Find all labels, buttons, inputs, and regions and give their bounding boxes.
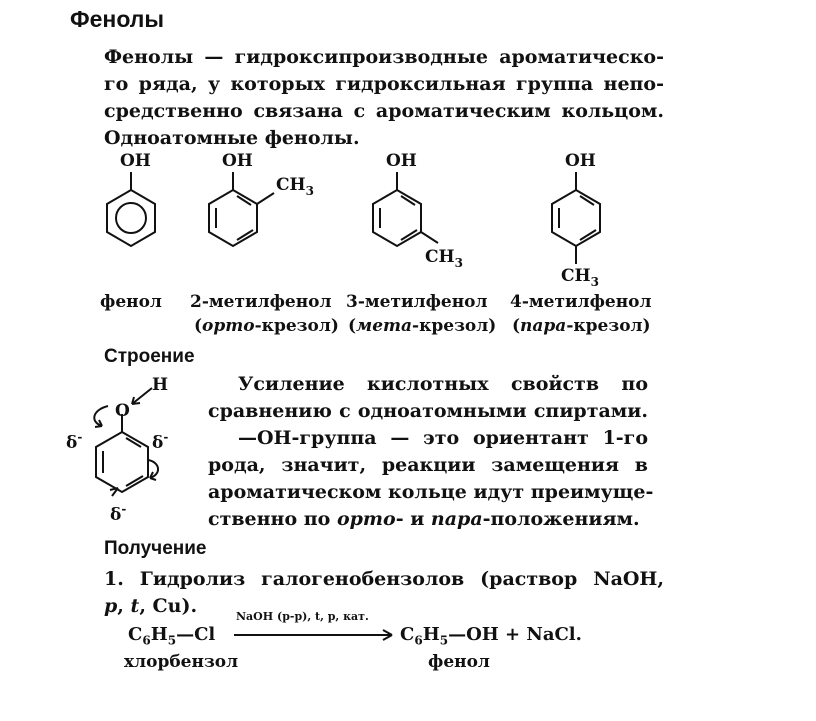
preparation-line: 1. Гидролиз галогенобензолов (раствор NaOH, — [104, 568, 664, 590]
preparation-text — [104, 566, 664, 620]
structure-line: сравнению с одноатомными спиртами. — [208, 400, 648, 422]
structure-name: 2-метилфенол — [190, 292, 332, 312]
ch3-label: $CH_3$ — [425, 247, 463, 270]
p-cresol-structure — [552, 172, 600, 264]
monatomic-heading: Одноатомные фенолы. — [104, 127, 360, 149]
phenol-structure — [107, 172, 155, 246]
reactant-name: хлорбензол — [124, 652, 239, 672]
reaction-arrow — [232, 628, 402, 642]
intro-paragraph — [104, 44, 664, 152]
structure-name: фенол — [100, 292, 162, 312]
structure-alt-name: (орто-крезол) — [194, 316, 339, 336]
structure-alt-name: (мета-крезол) — [348, 316, 497, 336]
product-name: фенол — [428, 652, 490, 672]
oxygen-label: O — [115, 401, 130, 421]
structure-name: 4-метилфенол — [510, 292, 652, 312]
delta-minus-label: δ- — [152, 430, 169, 453]
m-cresol-structure — [373, 172, 438, 246]
hydrogen-label: H — [152, 375, 169, 395]
delta-minus-label: δ- — [66, 430, 83, 453]
reaction-conditions: NaOH (р-р), t, p, кат. — [236, 610, 369, 623]
structure-line: рода, значит, реакции замещения в — [208, 454, 648, 476]
structure-alt-name: (пара-крезол) — [512, 316, 651, 336]
reactant-formula: $C_6H_5—Cl$ — [128, 624, 216, 648]
structure-line: ароматическом кольце идут преимуще- — [208, 481, 654, 503]
intro-line: средственно связана с ароматическим кольцом. — [104, 100, 664, 122]
structure-heading: Строение — [104, 346, 195, 367]
oh-label: OH — [120, 151, 151, 171]
ch3-label: $CH_3$ — [561, 266, 599, 289]
oh-label: OH — [565, 151, 596, 171]
intro-line: Фенолы — гидроксипроизводные ароматическо- — [104, 46, 664, 68]
ch3-label: $CH_3$ — [276, 175, 314, 198]
product-formula: $C_6H_5—OH$ + NaCl. — [400, 624, 582, 648]
structure-line: —OH-группа — это ориентант 1-го — [238, 427, 648, 449]
phenol-structures — [0, 140, 816, 300]
o-cresol-structure — [209, 172, 274, 246]
oh-label: OH — [386, 151, 417, 171]
structure-name: 3-метилфенол — [346, 292, 488, 312]
preparation-heading: Получение — [104, 538, 207, 559]
preparation-line: p, t, Cu). — [104, 595, 198, 617]
structure-line: Усиление кислотных свойств по — [238, 373, 648, 395]
phenol-electron-diagram — [60, 370, 200, 530]
structure-description — [208, 371, 654, 533]
structure-line: ственно по орто- и пара-положениям. — [208, 508, 640, 530]
oh-label: OH — [222, 151, 253, 171]
intro-line: го ряда, у которых гидроксильная группа непо- — [104, 73, 664, 95]
page-title: Фенолы — [70, 6, 165, 32]
delta-minus-label: δ- — [110, 502, 127, 525]
